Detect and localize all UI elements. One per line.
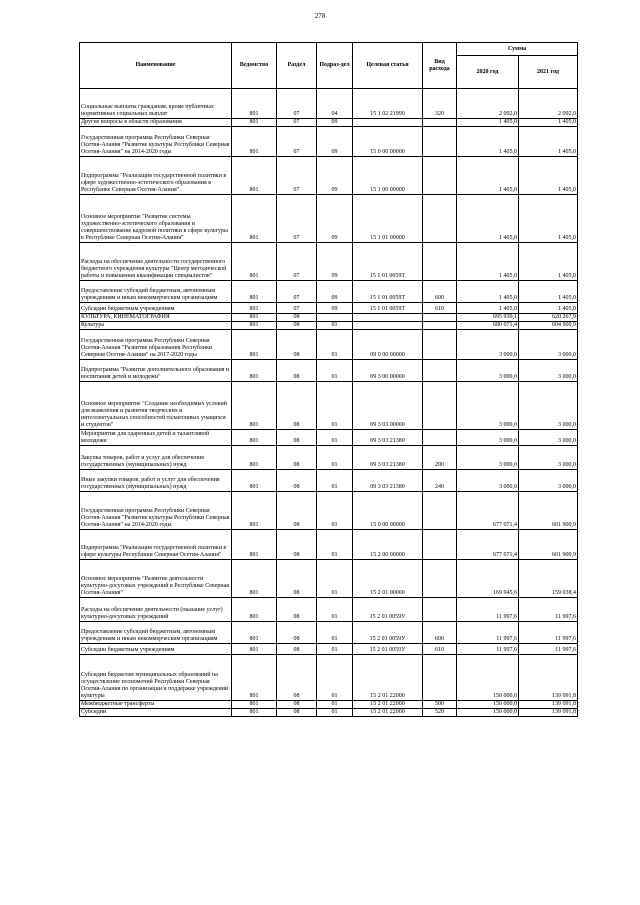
cell-target: 15 2 01 0059У	[353, 622, 423, 644]
cell-target: 09 3 00 00000	[353, 360, 423, 382]
cell-exp-type	[423, 598, 457, 622]
cell-target: 09 0 00 00000	[353, 330, 423, 360]
cell-section: 07	[277, 281, 317, 303]
cell-section: 08	[277, 360, 317, 382]
cell-dept: 801	[232, 622, 277, 644]
cell-2021: 3 000,0	[519, 430, 578, 446]
cell-section: 07	[277, 119, 317, 127]
cell-target: 15 1 00 00000	[353, 157, 423, 195]
cell-2020: 1 405,0	[457, 127, 519, 157]
table-row	[80, 470, 578, 492]
cell-exp-type	[423, 560, 457, 598]
cell-target	[353, 322, 423, 330]
cell-target: 09 3 03 21380	[353, 470, 423, 492]
cell-exp-type	[423, 157, 457, 195]
header-name: Наименование	[80, 43, 232, 89]
cell-2021: 139 091,8	[519, 709, 578, 717]
cell-name: Субсидии бюджетным учреждениям	[80, 303, 232, 314]
header-exp-type: Вид расхода	[423, 43, 457, 89]
cell-2021: 159 038,4	[519, 560, 578, 598]
cell-2021: 604 900,9	[519, 322, 578, 330]
cell-dept: 801	[232, 243, 277, 281]
cell-subsection: 09	[317, 281, 353, 303]
cell-name: Иные закупки товаров, работ и услуг для обеспечения государственных (муниципальных) нужд	[80, 470, 232, 492]
cell-exp-type	[423, 195, 457, 243]
cell-subsection: 01	[317, 470, 353, 492]
cell-dept: 801	[232, 119, 277, 127]
cell-2021: 3 000,0	[519, 470, 578, 492]
cell-dept: 801	[232, 470, 277, 492]
cell-exp-type	[423, 314, 457, 322]
cell-name: Другие вопросы в области образования	[80, 119, 232, 127]
cell-name: Основное мероприятие "Создание необходимых условий для выявления и развития творческих и интеллектуальных способностей талантливых учащихся и студентов"	[80, 382, 232, 430]
table-row	[80, 492, 578, 530]
cell-name: Государственная программа Республики Северная Осетия-Алания "Развитие образования Республики Северная Осетия-Алания" на 2017-2020 годы	[80, 330, 232, 360]
cell-target: 15 1 01 0059T	[353, 281, 423, 303]
table-row	[80, 119, 578, 127]
cell-section: 08	[277, 492, 317, 530]
table-row	[80, 644, 578, 655]
cell-name: Расходы на обеспечение деятельности (оказание услуг) культурно-досуговых учреждений	[80, 598, 232, 622]
cell-2021: 1 405,0	[519, 243, 578, 281]
cell-subsection: 01	[317, 382, 353, 430]
cell-target: 15 1 02 21990	[353, 89, 423, 119]
cell-exp-type	[423, 655, 457, 701]
cell-dept: 801	[232, 430, 277, 446]
cell-section: 08	[277, 709, 317, 717]
cell-subsection: 09	[317, 195, 353, 243]
cell-name: Предоставление субсидий бюджетным, автономным учреждениям и иным некоммерческим организациям	[80, 281, 232, 303]
cell-section: 08	[277, 470, 317, 492]
cell-exp-type	[423, 360, 457, 382]
table-row	[80, 446, 578, 470]
cell-2020: 11 997,6	[457, 622, 519, 644]
cell-target: 09 3 03 00000	[353, 382, 423, 430]
cell-target	[353, 119, 423, 127]
table-row	[80, 701, 578, 709]
cell-name: Социальные выплаты гражданам, кроме публичных нормативных социальных выплат	[80, 89, 232, 119]
cell-subsection: 04	[317, 89, 353, 119]
cell-exp-type: 600	[423, 622, 457, 644]
cell-2021: 3 000,0	[519, 382, 578, 430]
cell-2020: 3 000,0	[457, 330, 519, 360]
cell-exp-type: 520	[423, 709, 457, 717]
cell-2021: 139 091,8	[519, 655, 578, 701]
cell-subsection	[317, 314, 353, 322]
cell-subsection: 01	[317, 330, 353, 360]
cell-section: 08	[277, 560, 317, 598]
cell-dept: 801	[232, 560, 277, 598]
cell-dept: 801	[232, 314, 277, 322]
table-row	[80, 243, 578, 281]
cell-section: 08	[277, 622, 317, 644]
cell-target: 15 2 01 22000	[353, 655, 423, 701]
cell-section: 07	[277, 243, 317, 281]
cell-2021: 1 405,0	[519, 119, 578, 127]
cell-2020: 11 997,6	[457, 644, 519, 655]
cell-target	[353, 314, 423, 322]
cell-name: Подпрограмма "Развитие дополнительного образования и воспитания детей и молодежи"	[80, 360, 232, 382]
table-row	[80, 303, 578, 314]
cell-section: 08	[277, 382, 317, 430]
cell-section: 08	[277, 446, 317, 470]
cell-2020: 3 000,0	[457, 430, 519, 446]
table-row	[80, 157, 578, 195]
cell-name: Подпрограмма "Реализация государственной политики в сфере культуры Республики Северная Осетия-Алания"	[80, 530, 232, 560]
cell-2021: 3 000,0	[519, 330, 578, 360]
cell-2020: 1 405,0	[457, 303, 519, 314]
cell-dept: 801	[232, 195, 277, 243]
cell-target: 15 2 01 22000	[353, 709, 423, 717]
table-row	[80, 314, 578, 322]
cell-dept: 801	[232, 303, 277, 314]
cell-2020: 3 000,0	[457, 382, 519, 430]
cell-name: Межбюджетные трансферты	[80, 701, 232, 709]
cell-exp-type: 240	[423, 470, 457, 492]
cell-dept: 801	[232, 530, 277, 560]
cell-2021: 601 900,9	[519, 530, 578, 560]
cell-dept: 801	[232, 446, 277, 470]
cell-target: 15 2 01 00000	[353, 560, 423, 598]
cell-subsection: 01	[317, 655, 353, 701]
cell-subsection: 01	[317, 644, 353, 655]
cell-2021: 11 997,6	[519, 644, 578, 655]
table-row	[80, 127, 578, 157]
table-row	[80, 430, 578, 446]
table-row	[80, 530, 578, 560]
table-row	[80, 709, 578, 717]
cell-target: 15 2 01 22000	[353, 701, 423, 709]
cell-2020: 150 000,0	[457, 709, 519, 717]
cell-section: 07	[277, 195, 317, 243]
cell-name: КУЛЬТУРА, КИНЕМАТОГРАФИЯ	[80, 314, 232, 322]
cell-target: 15 0 00 00000	[353, 127, 423, 157]
cell-subsection: 09	[317, 119, 353, 127]
cell-2020: 677 071,4	[457, 530, 519, 560]
cell-dept: 801	[232, 322, 277, 330]
cell-exp-type: 320	[423, 89, 457, 119]
cell-exp-type: 200	[423, 446, 457, 470]
cell-section: 08	[277, 330, 317, 360]
table-row	[80, 382, 578, 430]
cell-section: 08	[277, 701, 317, 709]
cell-2020: 695 930,1	[457, 314, 519, 322]
cell-target: 15 2 01 0059У	[353, 598, 423, 622]
cell-subsection: 01	[317, 430, 353, 446]
cell-2021: 11 997,6	[519, 598, 578, 622]
header-2020: 2020 год	[457, 56, 519, 89]
cell-name: Подпрограмма "Реализация государственной политики в сфере художественно-эстетического образования в Республике Северная Осетия-Алания"	[80, 157, 232, 195]
cell-exp-type	[423, 330, 457, 360]
cell-exp-type: 610	[423, 303, 457, 314]
cell-target: 15 2 01 0059У	[353, 644, 423, 655]
cell-target: 15 1 01 00000	[353, 195, 423, 243]
cell-subsection: 01	[317, 701, 353, 709]
cell-dept: 801	[232, 644, 277, 655]
cell-2021: 1 405,0	[519, 157, 578, 195]
cell-2021: 1 405,0	[519, 195, 578, 243]
cell-section: 08	[277, 314, 317, 322]
cell-section: 07	[277, 157, 317, 195]
cell-name: Основное мероприятие "Развитие деятельности культурно-досуговых учреждений в Республике Северная Осетия-Алания"	[80, 560, 232, 598]
table-row	[80, 330, 578, 360]
header-sum: Сумма	[457, 43, 578, 56]
cell-subsection: 01	[317, 709, 353, 717]
cell-name: Культура	[80, 322, 232, 330]
budget-table	[79, 42, 578, 717]
cell-2020: 3 000,0	[457, 470, 519, 492]
cell-section: 07	[277, 303, 317, 314]
cell-2020: 2 092,0	[457, 89, 519, 119]
header-target: Целевая статья	[353, 43, 423, 89]
cell-2020: 680 071,4	[457, 322, 519, 330]
cell-subsection: 09	[317, 243, 353, 281]
table-row	[80, 281, 578, 303]
cell-subsection: 01	[317, 322, 353, 330]
table-row	[80, 655, 578, 701]
cell-dept: 801	[232, 701, 277, 709]
cell-subsection: 01	[317, 530, 353, 560]
table-row	[80, 360, 578, 382]
cell-exp-type	[423, 430, 457, 446]
cell-name: Государственная программа Республики Северная Осетия-Алания "Развитие культуры Республики Северная Осетия-Алания" на 2014-2020 годы	[80, 492, 232, 530]
cell-subsection: 01	[317, 360, 353, 382]
cell-target: 09 3 03 21380	[353, 430, 423, 446]
table-row	[80, 322, 578, 330]
cell-dept: 801	[232, 382, 277, 430]
cell-name: Основное мероприятие "Развитие системы художественно-эстетического образования и совершенствование кадровой политики в сфере культуры в Республике Северная Осетия-Алания"	[80, 195, 232, 243]
cell-section: 07	[277, 89, 317, 119]
table-row	[80, 598, 578, 622]
cell-dept: 801	[232, 89, 277, 119]
cell-name: Предоставление субсидий бюджетным, автономным учреждениям и иным некоммерческим организациям	[80, 622, 232, 644]
cell-dept: 801	[232, 655, 277, 701]
cell-dept: 801	[232, 709, 277, 717]
cell-exp-type	[423, 530, 457, 560]
cell-2021: 1 405,0	[519, 303, 578, 314]
cell-exp-type	[423, 127, 457, 157]
table-row	[80, 622, 578, 644]
cell-target: 15 2 00 00000	[353, 530, 423, 560]
cell-subsection: 01	[317, 492, 353, 530]
cell-2021: 139 091,8	[519, 701, 578, 709]
cell-section: 07	[277, 127, 317, 157]
cell-2020: 150 000,0	[457, 655, 519, 701]
cell-subsection: 01	[317, 446, 353, 470]
cell-2021: 1 405,0	[519, 281, 578, 303]
cell-name: Государственная программа Республики Северная Осетия-Алания "Развитие культуры Республики Северная Осетия-Алания" на 2014-2020 годы	[80, 127, 232, 157]
cell-exp-type: 610	[423, 644, 457, 655]
header-subsection: Подраз-дел	[317, 43, 353, 89]
cell-subsection: 09	[317, 127, 353, 157]
cell-target: 15 1 01 0059T	[353, 303, 423, 314]
cell-exp-type	[423, 119, 457, 127]
cell-section: 08	[277, 530, 317, 560]
cell-2021: 620 267,9	[519, 314, 578, 322]
cell-2020: 3 000,0	[457, 360, 519, 382]
cell-name: Мероприятия для одаренных детей и талантливой молодежи	[80, 430, 232, 446]
cell-2020: 150 000,0	[457, 701, 519, 709]
cell-dept: 801	[232, 157, 277, 195]
cell-name: Субсидии бюджетным учреждениям	[80, 644, 232, 655]
cell-dept: 801	[232, 360, 277, 382]
cell-name: Закупка товаров, работ и услуг для обеспечения государственных (муниципальных) нужд	[80, 446, 232, 470]
cell-2020: 1 405,0	[457, 243, 519, 281]
table-row	[80, 560, 578, 598]
cell-2020: 1 405,0	[457, 119, 519, 127]
cell-2020: 677 071,4	[457, 492, 519, 530]
cell-2021: 601 900,9	[519, 492, 578, 530]
cell-exp-type	[423, 243, 457, 281]
cell-exp-type: 600	[423, 281, 457, 303]
cell-2020: 169 945,6	[457, 560, 519, 598]
cell-subsection: 09	[317, 303, 353, 314]
cell-dept: 801	[232, 598, 277, 622]
header-2021: 2021 год	[519, 56, 578, 89]
cell-2021: 11 997,6	[519, 622, 578, 644]
cell-section: 08	[277, 644, 317, 655]
cell-section: 08	[277, 598, 317, 622]
cell-section: 08	[277, 655, 317, 701]
cell-2020: 3 000,0	[457, 446, 519, 470]
page-number: 278	[314, 12, 326, 20]
cell-2021: 2 092,0	[519, 89, 578, 119]
cell-subsection: 01	[317, 598, 353, 622]
cell-dept: 801	[232, 281, 277, 303]
cell-dept: 801	[232, 127, 277, 157]
cell-2020: 1 405,0	[457, 281, 519, 303]
table-body	[80, 89, 578, 717]
cell-subsection: 01	[317, 622, 353, 644]
table-row	[80, 89, 578, 119]
cell-2021: 1 405,0	[519, 127, 578, 157]
cell-2020: 1 405,0	[457, 157, 519, 195]
cell-2020: 1 405,0	[457, 195, 519, 243]
cell-2021: 3 000,0	[519, 360, 578, 382]
header-section: Раздел	[277, 43, 317, 89]
cell-dept: 801	[232, 492, 277, 530]
header-dept: Ведомство	[232, 43, 277, 89]
cell-section: 08	[277, 322, 317, 330]
cell-dept: 801	[232, 330, 277, 360]
cell-section: 08	[277, 430, 317, 446]
cell-name: Расходы на обеспечение деятельности государственного бюджетного учреждения культуры "Центр методической работы и повышения квалификации специалистов"	[80, 243, 232, 281]
cell-target: 09 3 03 21380	[353, 446, 423, 470]
cell-exp-type	[423, 492, 457, 530]
cell-target: 15 1 01 0059T	[353, 243, 423, 281]
cell-target: 15 0 00 00000	[353, 492, 423, 530]
cell-exp-type	[423, 322, 457, 330]
cell-exp-type	[423, 382, 457, 430]
cell-subsection: 09	[317, 157, 353, 195]
cell-2020: 11 997,6	[457, 598, 519, 622]
cell-name: Субсидии	[80, 709, 232, 717]
cell-2021: 3 000,0	[519, 446, 578, 470]
cell-name: Субсидии бюджетам муниципальных образований на осуществление полномочий Республики Северная Осетия-Алания по организации и поддержке учреждений культуры	[80, 655, 232, 701]
table-row	[80, 195, 578, 243]
cell-exp-type: 500	[423, 701, 457, 709]
cell-subsection: 01	[317, 560, 353, 598]
